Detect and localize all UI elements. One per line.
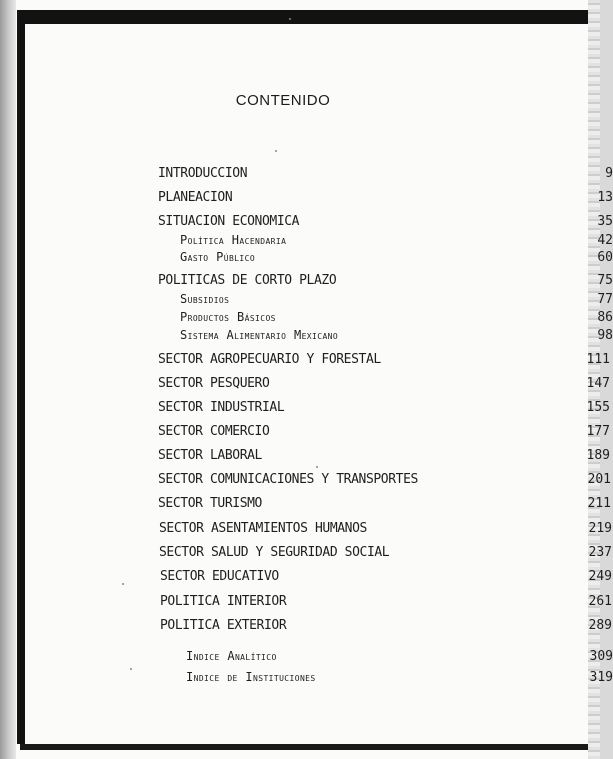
toc-entry-title: SECTOR EDUCATIVO [160,569,279,584]
toc-entry-title: SITUACION ECONOMICA [158,214,300,229]
toc-entry-page: 219 [588,521,612,536]
toc-entry-page: 13 [597,190,613,205]
toc-index-page: 309 [589,649,613,664]
toc-entry-title: SECTOR COMUNICACIONES Y TRANSPORTES [158,472,418,487]
scan-speck [122,583,124,585]
toc-entry-title: SECTOR ASENTAMIENTOS HUMANOS [159,521,367,536]
toc-entry-title: POLITICAS DE CORTO PLAZO [158,273,337,288]
scan-speck [316,466,318,468]
toc-entry-title: SECTOR AGROPECUARIO Y FORESTAL [158,352,381,367]
toc-index-title: Indice Analítico [186,649,277,663]
scan-speck [289,18,291,20]
toc-entry-page: 289 [588,618,612,633]
toc-entry-page: 111 [586,352,610,367]
scan-speck [275,150,277,152]
toc-entry-title: PLANEACION [158,190,233,205]
toc-entry-page: 211 [587,496,611,511]
toc-subentry-page: 42 [597,233,613,248]
toc-subentry-page: 77 [597,292,613,307]
toc-entry-page: 35 [597,214,613,229]
toc-subentry-page: 60 [597,250,613,265]
toc-entry-page: 189 [586,448,610,463]
page-title: CONTENIDO [235,92,331,109]
toc-entry-page: 237 [588,545,612,560]
toc-entry-page: 261 [588,594,612,609]
toc-entry-page: 249 [588,569,612,584]
toc-entry-page: 177 [586,424,610,439]
scan-speck [130,668,132,670]
toc-subentry-title: Subsidios [180,292,230,306]
toc-entry-title: POLITICA INTERIOR [160,594,287,609]
toc-entry-page: 201 [587,472,611,487]
toc-index-title: Indice de Instituciones [186,670,316,684]
toc-entry-page: 155 [586,400,610,415]
toc-entry-title: SECTOR INDUSTRIAL [158,400,285,415]
toc-entry-title: SECTOR PESQUERO [158,376,270,391]
toc-subentry-title: Sistema Alimentario Mexicano [180,328,339,342]
toc-entry-page: 147 [586,376,610,391]
toc-entry-title: SECTOR SALUD Y SEGURIDAD SOCIAL [159,545,390,560]
toc-subentry-title: Gasto Público [180,250,256,264]
toc-entry-page: 75 [597,273,613,288]
toc-subentry-title: Productos Básicos [180,310,276,324]
toc-subentry-page: 98 [597,328,613,343]
toc-subentry-page: 86 [597,310,613,325]
toc-entry-title: SECTOR LABORAL [158,448,262,463]
toc-entry-title: SECTOR COMERCIO [158,424,270,439]
toc-entry-title: SECTOR TURISMO [158,496,262,511]
toc-entry-title: POLITICA EXTERIOR [160,618,287,633]
toc-entry-title: INTRODUCCION [158,166,248,181]
toc-entry-page: 9 [605,166,613,181]
toc-index-page: 319 [589,670,613,685]
toc-subentry-title: Política Hacendaria [180,233,287,247]
